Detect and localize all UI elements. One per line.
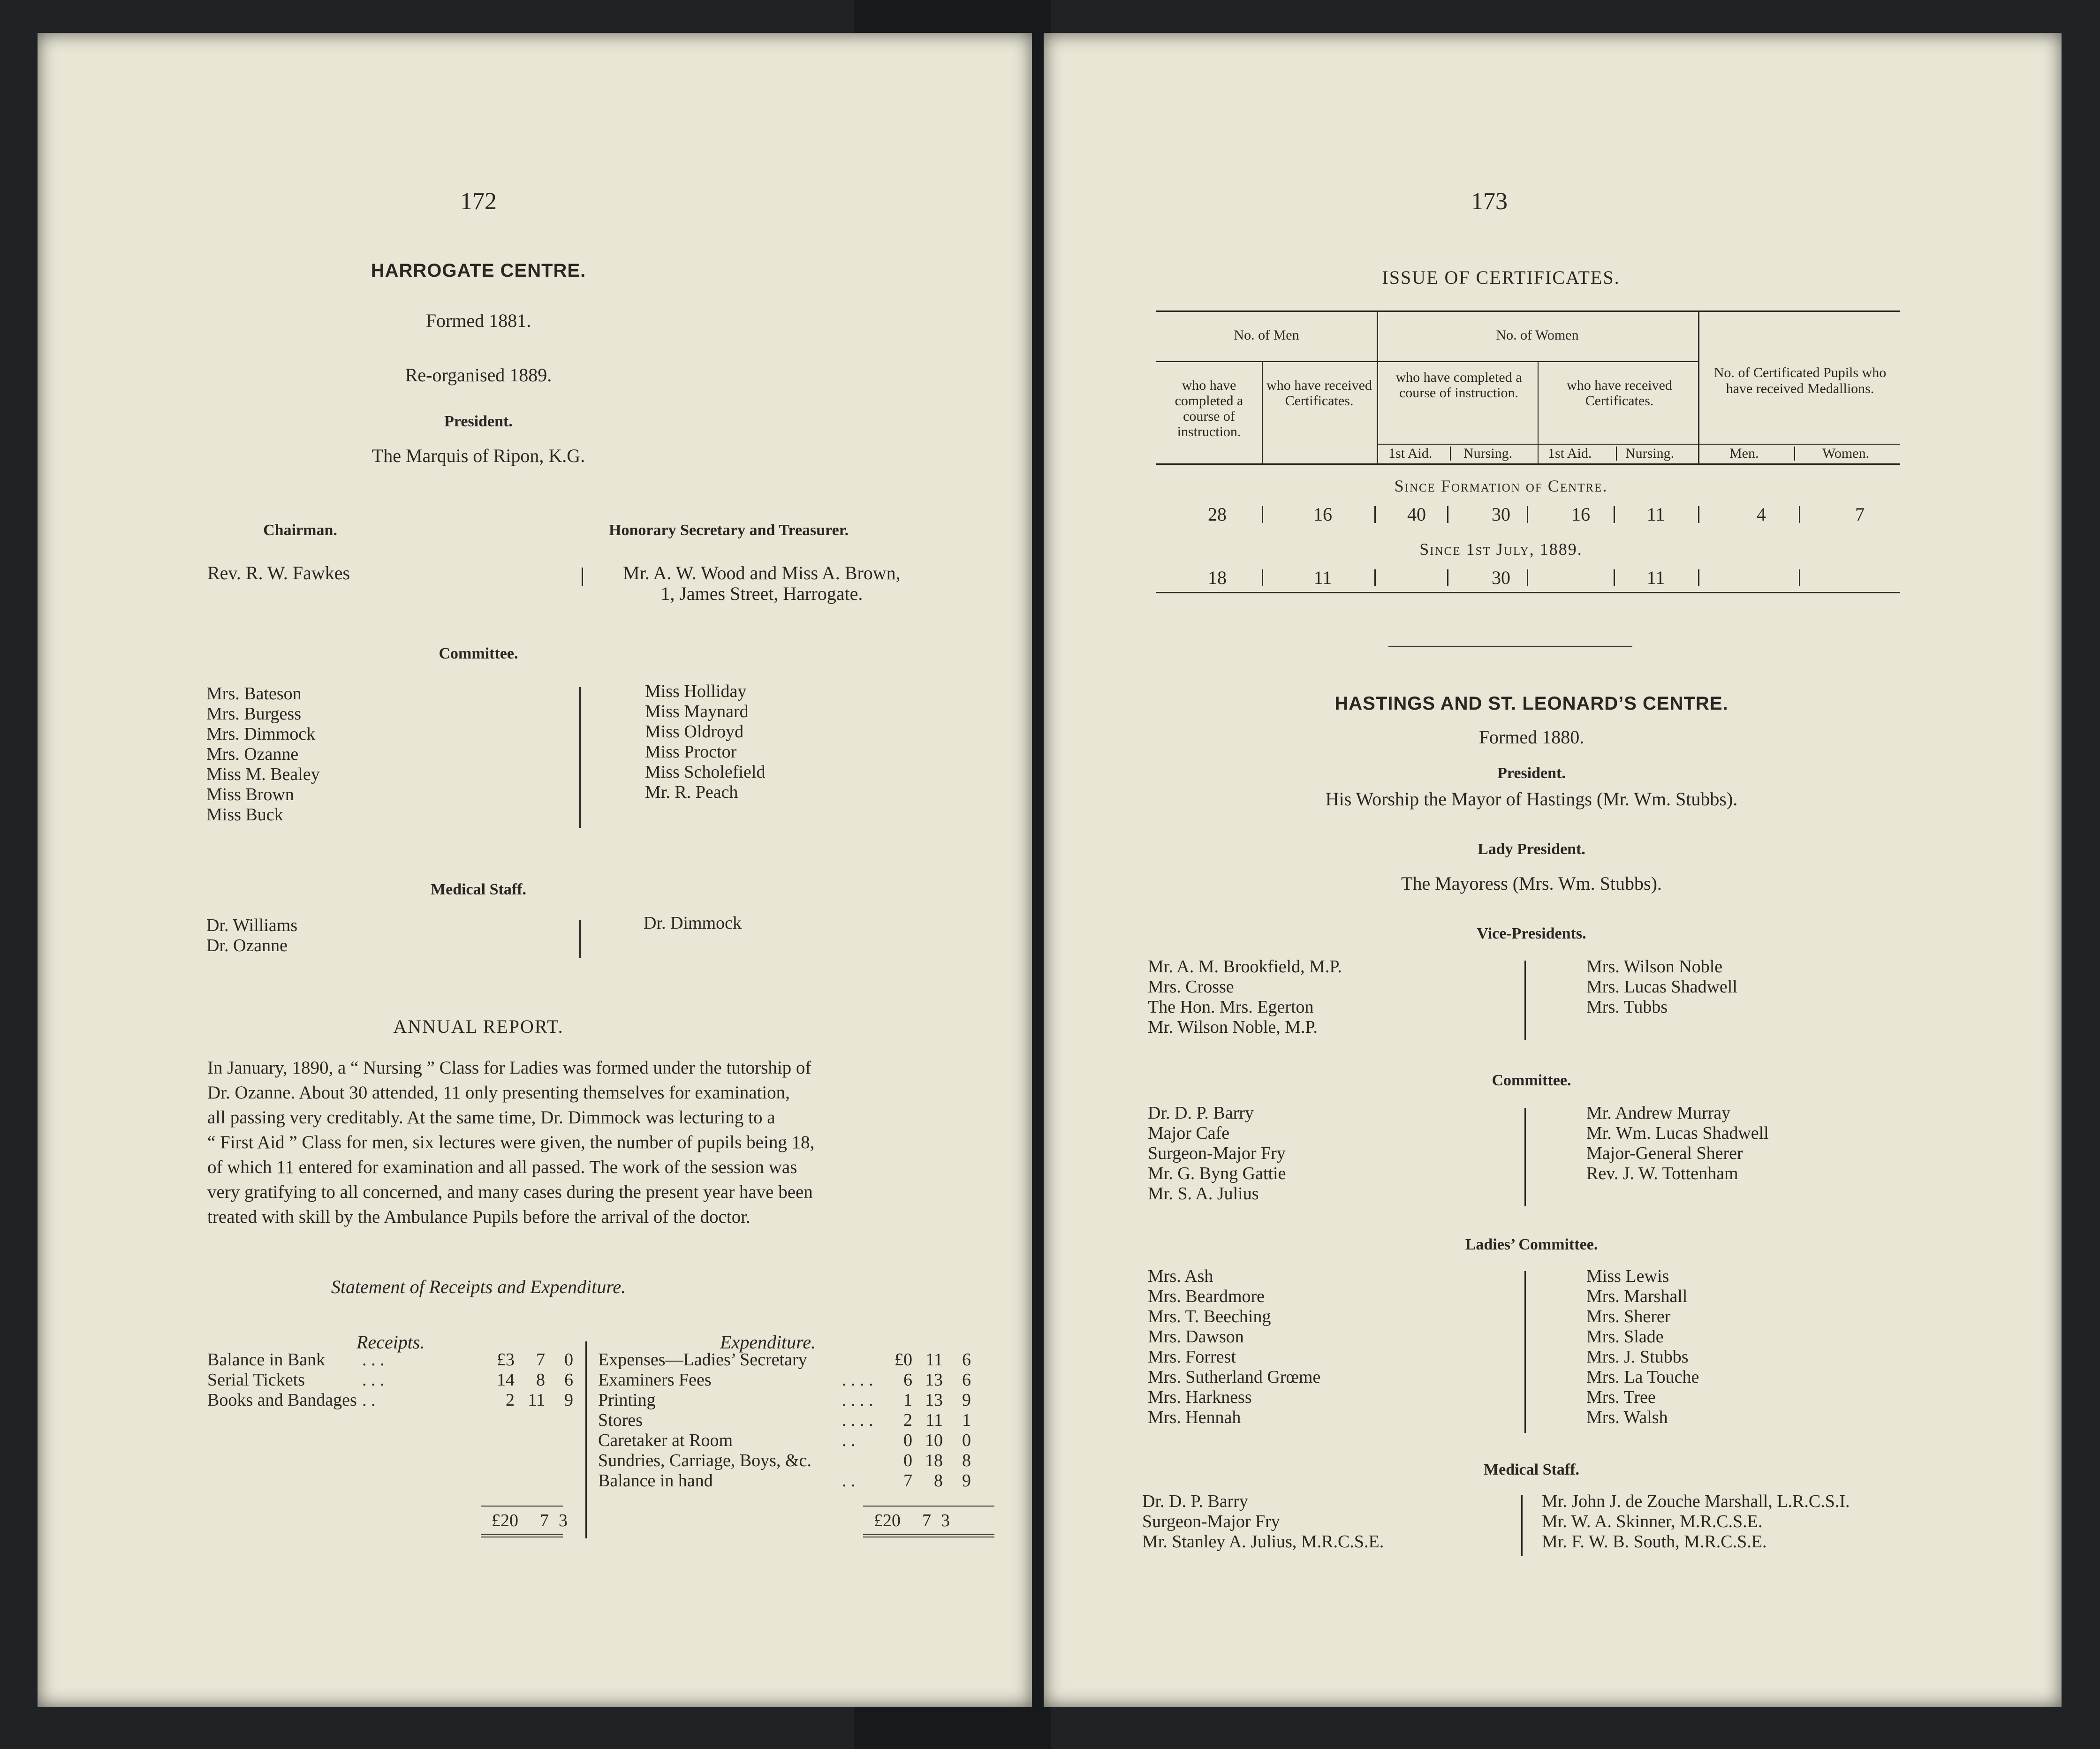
cert-separator xyxy=(1447,506,1448,523)
column-divider xyxy=(1524,961,1526,1040)
medical-right-list xyxy=(1542,1492,1850,1552)
president-name: His Worship the Mayor of Hastings (Mr. Wm. Stubbs). xyxy=(1325,788,1738,810)
total-double-rule xyxy=(863,1534,994,1535)
nursing-label: Nursing. xyxy=(1463,446,1513,461)
committee-member: Major Cafe xyxy=(1148,1123,1230,1143)
cert-value: 30 xyxy=(1492,504,1510,525)
account-s: 8 xyxy=(934,1471,943,1491)
committee-member: Mr. S. A. Julius xyxy=(1148,1184,1259,1204)
account-l: 0 xyxy=(903,1451,912,1470)
column-divider xyxy=(1521,1495,1523,1556)
account-dots: . . . . xyxy=(842,1410,873,1430)
table-rule-bottom xyxy=(1156,463,1900,465)
account-d: 8 xyxy=(962,1451,971,1470)
cert-separator xyxy=(1799,506,1800,523)
reorganised-date: Re-organised 1889. xyxy=(405,364,552,386)
committee-member: Miss Brown xyxy=(206,785,294,804)
ladies-committee-member: Mrs. Forrest xyxy=(1148,1347,1236,1367)
ladies-committee-member: Mrs. J. Stubbs xyxy=(1586,1347,1689,1367)
account-l: 0 xyxy=(903,1431,912,1450)
account-row xyxy=(598,1471,1001,1491)
report-line: In January, 1890, a “ Nursing ” Class for Ladies was formed under the tutorship of xyxy=(207,1058,811,1078)
ladies-left-list xyxy=(1148,1266,1320,1428)
ladies-committee-member: Mrs. Dawson xyxy=(1148,1327,1244,1347)
table-divider xyxy=(1698,310,1699,464)
committee-heading: Committee. xyxy=(439,645,518,662)
vice-president: Mrs. Crosse xyxy=(1148,977,1234,997)
cert-separator xyxy=(1447,569,1448,586)
committee-member: Mrs. Ozanne xyxy=(206,744,299,764)
first-aid-label: 1st Aid. xyxy=(1388,446,1433,461)
statement-heading: Statement of Receipts and Expenditure. xyxy=(331,1276,626,1297)
sub-received-women: who have received Certificates. xyxy=(1567,378,1672,409)
account-item: Balance in Bank xyxy=(207,1350,326,1370)
sub-divider xyxy=(1794,447,1795,461)
table-rule xyxy=(1156,361,1698,362)
table-divider xyxy=(1262,361,1263,463)
section-divider xyxy=(1388,646,1632,647)
account-l: £3 xyxy=(497,1350,515,1370)
secretary-line: Mr. A. W. Wood and Miss A. Brown, xyxy=(623,562,901,583)
since-formation-heading: Since Formation of Centre. xyxy=(1394,477,1608,495)
vp-left-list xyxy=(1148,957,1342,1037)
sub-completed-women: who have completed a course of instruction. xyxy=(1395,370,1522,401)
account-s: 13 xyxy=(925,1390,943,1410)
account-dots: . . xyxy=(842,1431,856,1450)
cert-separator xyxy=(1262,506,1263,523)
column-divider xyxy=(585,1341,587,1538)
hastings-title: HASTINGS AND ST. LEONARD’S CENTRE. xyxy=(1334,693,1729,714)
cert-value: 11 xyxy=(1646,504,1665,525)
page-number: 172 xyxy=(460,188,497,215)
medical-right-list xyxy=(644,913,742,933)
account-row xyxy=(598,1350,1001,1370)
account-l: £0 xyxy=(895,1350,912,1370)
ladies-committee-member: Mrs. T. Beeching xyxy=(1148,1307,1271,1326)
account-s: 7 xyxy=(536,1350,545,1370)
cert-separator xyxy=(1262,569,1263,586)
lady-president-name: The Mayoress (Mrs. Wm. Stubbs). xyxy=(1401,873,1662,894)
account-row xyxy=(207,1350,615,1370)
medical-staff-member: Dr. Williams xyxy=(206,916,298,935)
committee-member: Miss Scholefield xyxy=(645,762,766,782)
account-item: Printing xyxy=(598,1390,656,1410)
total-rule xyxy=(481,1506,563,1507)
account-l: 14 xyxy=(497,1370,515,1390)
account-row xyxy=(598,1410,1001,1431)
first-aid-label: 1st Aid. xyxy=(1548,446,1592,461)
ladies-committee-member: Mrs. Harkness xyxy=(1148,1387,1252,1407)
committee-member: Miss M. Bealey xyxy=(206,765,320,784)
committee-member: Rev. J. W. Tottenham xyxy=(1586,1164,1738,1183)
medical-staff-member: Mr. W. A. Skinner, M.R.C.S.E. xyxy=(1542,1512,1763,1531)
vice-president: Mr. A. M. Brookfield, M.P. xyxy=(1148,957,1342,977)
account-l: 1 xyxy=(903,1390,912,1410)
ladies-committee-member: Mrs. Hennah xyxy=(1148,1408,1241,1427)
cert-value: 7 xyxy=(1855,504,1865,525)
total-l: £20 xyxy=(492,1511,518,1530)
receipts-heading: Receipts. xyxy=(356,1332,425,1353)
chairman-heading: Chairman. xyxy=(263,522,337,539)
nursing-label: Nursing. xyxy=(1625,446,1675,461)
committee-left-list xyxy=(206,684,320,825)
account-s: 11 xyxy=(528,1390,545,1410)
secretary-heading: Honorary Secretary and Treasurer. xyxy=(609,522,849,539)
committee-member: Miss Proctor xyxy=(645,742,737,762)
account-d: 6 xyxy=(962,1350,971,1370)
committee-member: Mrs. Bateson xyxy=(206,684,302,704)
president-heading: President. xyxy=(444,413,513,430)
account-l: 6 xyxy=(903,1370,912,1390)
total-rule xyxy=(863,1506,994,1507)
account-l: 2 xyxy=(506,1390,515,1410)
medical-staff-member: Dr. Dimmock xyxy=(644,913,742,933)
lady-president-heading: Lady President. xyxy=(1478,840,1585,858)
account-row xyxy=(598,1370,1001,1390)
account-dots: . . xyxy=(362,1390,376,1410)
column-divider xyxy=(579,920,581,958)
ladies-committee-member: Mrs. Sherer xyxy=(1586,1307,1671,1326)
committee-member: Dr. D. P. Barry xyxy=(1148,1103,1254,1123)
total-d: 3 xyxy=(559,1511,568,1530)
account-row xyxy=(207,1370,615,1390)
cert-separator xyxy=(1799,569,1800,586)
report-line: all passing very creditably. At the same time, Dr. Dimmock was lecturing to a xyxy=(207,1107,775,1128)
medical-staff-member: Dr. D. P. Barry xyxy=(1142,1492,1248,1511)
committee-member: Miss Buck xyxy=(206,805,283,825)
formed-date: Formed 1881. xyxy=(425,310,531,331)
women-label: Women. xyxy=(1822,446,1870,461)
cert-separator xyxy=(1527,506,1528,523)
committee-member: Surgeon-Major Fry xyxy=(1148,1143,1286,1163)
column-divider xyxy=(1524,1108,1526,1206)
ladies-committee-member: Mrs. Walsh xyxy=(1586,1408,1668,1427)
ladies-committee-member: Mrs. Marshall xyxy=(1586,1287,1688,1306)
annual-report-heading: ANNUAL REPORT. xyxy=(393,1016,564,1037)
account-d: 6 xyxy=(962,1370,971,1390)
since-formation-row xyxy=(1156,504,1907,528)
chairman-name: Rev. R. W. Fawkes xyxy=(207,562,350,583)
account-d: 0 xyxy=(564,1350,573,1370)
total-double-rule xyxy=(481,1534,563,1535)
expenditure-table xyxy=(598,1350,1001,1491)
total-l: £20 xyxy=(874,1511,901,1530)
column-divider xyxy=(1524,1271,1526,1433)
table-rule-end xyxy=(1156,592,1900,593)
since-july-heading: Since 1st July, 1889. xyxy=(1419,540,1583,559)
vice-president: Mrs. Lucas Shadwell xyxy=(1586,977,1737,997)
account-s: 18 xyxy=(925,1451,943,1470)
report-line: Dr. Ozanne. About 30 attended, 11 only presenting themselves for examination, xyxy=(207,1083,790,1103)
sub-divider xyxy=(1450,447,1451,461)
account-dots: . . . . xyxy=(842,1370,873,1390)
account-row xyxy=(598,1390,1001,1410)
right-page xyxy=(1044,33,2062,1707)
col-women: No. of Women xyxy=(1496,327,1579,343)
cert-value: 40 xyxy=(1407,504,1426,525)
committee-member: Miss Holliday xyxy=(645,681,747,701)
column-divider xyxy=(579,687,581,828)
account-item: Books and Bandages xyxy=(207,1390,357,1410)
committee-member: Mr. Andrew Murray xyxy=(1586,1103,1731,1123)
sub-received-men: who have received Certificates. xyxy=(1266,378,1372,409)
committee-member: Mrs. Dimmock xyxy=(206,724,316,744)
medical-heading: Medical Staff. xyxy=(431,881,526,898)
cert-value: 4 xyxy=(1757,504,1766,525)
ladies-committee-member: Mrs. Beardmore xyxy=(1148,1287,1265,1306)
account-dots: . . . . xyxy=(842,1390,873,1410)
account-dots: . . . xyxy=(362,1370,385,1390)
men-label: Men. xyxy=(1729,446,1759,461)
account-s: 13 xyxy=(925,1370,943,1390)
medical-staff-member: Mr. Stanley A. Julius, M.R.C.S.E. xyxy=(1142,1532,1384,1552)
committee-left-list xyxy=(1148,1103,1286,1204)
account-item: Sundries, Carriage, Boys, &c. xyxy=(598,1451,811,1470)
secretary-names xyxy=(623,563,901,604)
vice-president: Mr. Wilson Noble, M.P. xyxy=(1148,1017,1318,1037)
report-line: treated with skill by the Ambulance Pupils before the arrival of the doctor. xyxy=(207,1207,751,1227)
secretary-address: 1, James Street, Harrogate. xyxy=(660,583,863,604)
cert-value: 18 xyxy=(1208,567,1227,588)
left-page xyxy=(38,33,1032,1707)
table-rule-top xyxy=(1156,310,1900,312)
cert-separator xyxy=(1374,506,1376,523)
committee-right-list xyxy=(1586,1103,1769,1184)
cert-value: 16 xyxy=(1313,504,1332,525)
medical-left-list xyxy=(1142,1492,1384,1552)
medical-staff-member: Mr. John J. de Zouche Marshall, L.R.C.S.I. xyxy=(1542,1492,1850,1511)
account-d: 0 xyxy=(962,1431,971,1450)
president-heading: President. xyxy=(1497,765,1566,782)
account-row xyxy=(207,1390,615,1410)
vice-president: Mrs. Wilson Noble xyxy=(1586,957,1723,977)
account-item: Caretaker at Room xyxy=(598,1431,733,1450)
ladies-committee-member: Mrs. Slade xyxy=(1586,1327,1664,1347)
cert-value: 11 xyxy=(1313,567,1332,588)
account-s: 10 xyxy=(925,1431,943,1450)
cert-separator xyxy=(1527,569,1528,586)
vp-right-list xyxy=(1586,957,1737,1017)
ladies-right-list xyxy=(1586,1266,1699,1428)
report-line: “ First Aid ” Class for men, six lectures were given, the number of pupils being 18, xyxy=(207,1132,815,1152)
centre-title: HARROGATE CENTRE. xyxy=(371,260,586,281)
cert-separator xyxy=(1614,569,1615,586)
account-l: 2 xyxy=(903,1410,912,1430)
total-s: 7 xyxy=(922,1511,931,1530)
account-s: 11 xyxy=(925,1350,943,1370)
since-july-row xyxy=(1156,568,1907,591)
col-men: No. of Men xyxy=(1234,327,1299,343)
report-line: very gratifying to all concerned, and many cases during the present year have been xyxy=(207,1182,813,1202)
account-item: Serial Tickets xyxy=(207,1370,305,1390)
account-dots: . . . xyxy=(362,1350,385,1370)
medical-staff-member: Surgeon-Major Fry xyxy=(1142,1512,1280,1531)
medical-left-list xyxy=(206,916,297,956)
medical-staff-member: Mr. F. W. B. South, M.R.C.S.E. xyxy=(1542,1532,1767,1552)
report-line: of which 11 entered for examination and all passed. The work of the session was xyxy=(207,1157,797,1177)
cert-value: 30 xyxy=(1492,567,1510,588)
cert-separator xyxy=(1698,569,1699,586)
vice-president: The Hon. Mrs. Egerton xyxy=(1148,997,1314,1017)
cert-separator xyxy=(1614,506,1615,523)
ladies-committee-member: Mrs. Sutherland Grœme xyxy=(1148,1367,1321,1387)
formed-date: Formed 1880. xyxy=(1478,727,1584,748)
ladies-committee-member: Miss Lewis xyxy=(1586,1266,1669,1286)
ladies-committee-member: Mrs. La Touche xyxy=(1586,1367,1699,1387)
ladies-committee-member: Mrs. Tree xyxy=(1586,1387,1656,1407)
account-d: 1 xyxy=(962,1410,971,1430)
cert-value: 16 xyxy=(1571,504,1590,525)
account-s: 11 xyxy=(925,1410,943,1430)
account-row xyxy=(598,1451,1001,1471)
expenditure-heading: Expenditure. xyxy=(720,1332,816,1353)
committee-member: Major-General Sherer xyxy=(1586,1143,1743,1163)
committee-member: Miss Maynard xyxy=(645,702,749,721)
certificates-title: ISSUE OF CERTIFICATES. xyxy=(1382,267,1620,288)
table-rule xyxy=(1377,444,1900,445)
cert-separator xyxy=(1374,569,1376,586)
account-d: 9 xyxy=(564,1390,573,1410)
committee-member: Mr. R. Peach xyxy=(645,782,738,802)
cert-value: 11 xyxy=(1646,567,1665,588)
president-name: The Marquis of Ripon, K.G. xyxy=(371,445,585,466)
account-item: Balance in hand xyxy=(598,1471,713,1491)
committee-right-list xyxy=(645,681,765,803)
committee-member: Mr. Wm. Lucas Shadwell xyxy=(1586,1123,1769,1143)
committee-heading: Committee. xyxy=(1492,1072,1571,1089)
total-s: 7 xyxy=(540,1511,549,1530)
account-d: 9 xyxy=(962,1390,971,1410)
account-d: 6 xyxy=(564,1370,573,1390)
receipts-table xyxy=(207,1350,615,1410)
account-dots: . . xyxy=(842,1471,856,1491)
cert-value: 28 xyxy=(1208,504,1227,525)
committee-member: Miss Oldroyd xyxy=(645,722,744,742)
sub-completed-men: who have completed a course of instruction. xyxy=(1175,378,1243,439)
vice-presidents-heading: Vice-Presidents. xyxy=(1477,925,1586,942)
total-d: 3 xyxy=(941,1511,950,1530)
committee-member: Mrs. Burgess xyxy=(206,704,301,724)
account-item: Expenses—Ladies’ Secretary xyxy=(598,1350,807,1370)
account-row xyxy=(598,1431,1001,1451)
column-divider xyxy=(582,568,583,586)
account-item: Stores xyxy=(598,1410,643,1430)
account-s: 8 xyxy=(536,1370,545,1390)
account-l: 7 xyxy=(903,1471,912,1491)
committee-member: Mr. G. Byng Gattie xyxy=(1148,1164,1286,1183)
page-number: 173 xyxy=(1471,188,1508,215)
col-medallions: No. of Certificated Pupils who have received Medallions. xyxy=(1713,365,1887,396)
ladies-committee-member: Mrs. Ash xyxy=(1148,1266,1213,1286)
vice-president: Mrs. Tubbs xyxy=(1586,997,1668,1017)
account-item: Examiners Fees xyxy=(598,1370,712,1390)
account-d: 9 xyxy=(962,1471,971,1491)
medical-staff-member: Dr. Ozanne xyxy=(206,936,288,955)
ladies-committee-heading: Ladies’ Committee. xyxy=(1465,1236,1598,1253)
sub-divider xyxy=(1616,447,1617,461)
table-divider xyxy=(1538,361,1539,463)
annual-report-text xyxy=(207,1055,995,1229)
medical-heading: Medical Staff. xyxy=(1484,1461,1579,1478)
cert-separator xyxy=(1698,506,1699,523)
